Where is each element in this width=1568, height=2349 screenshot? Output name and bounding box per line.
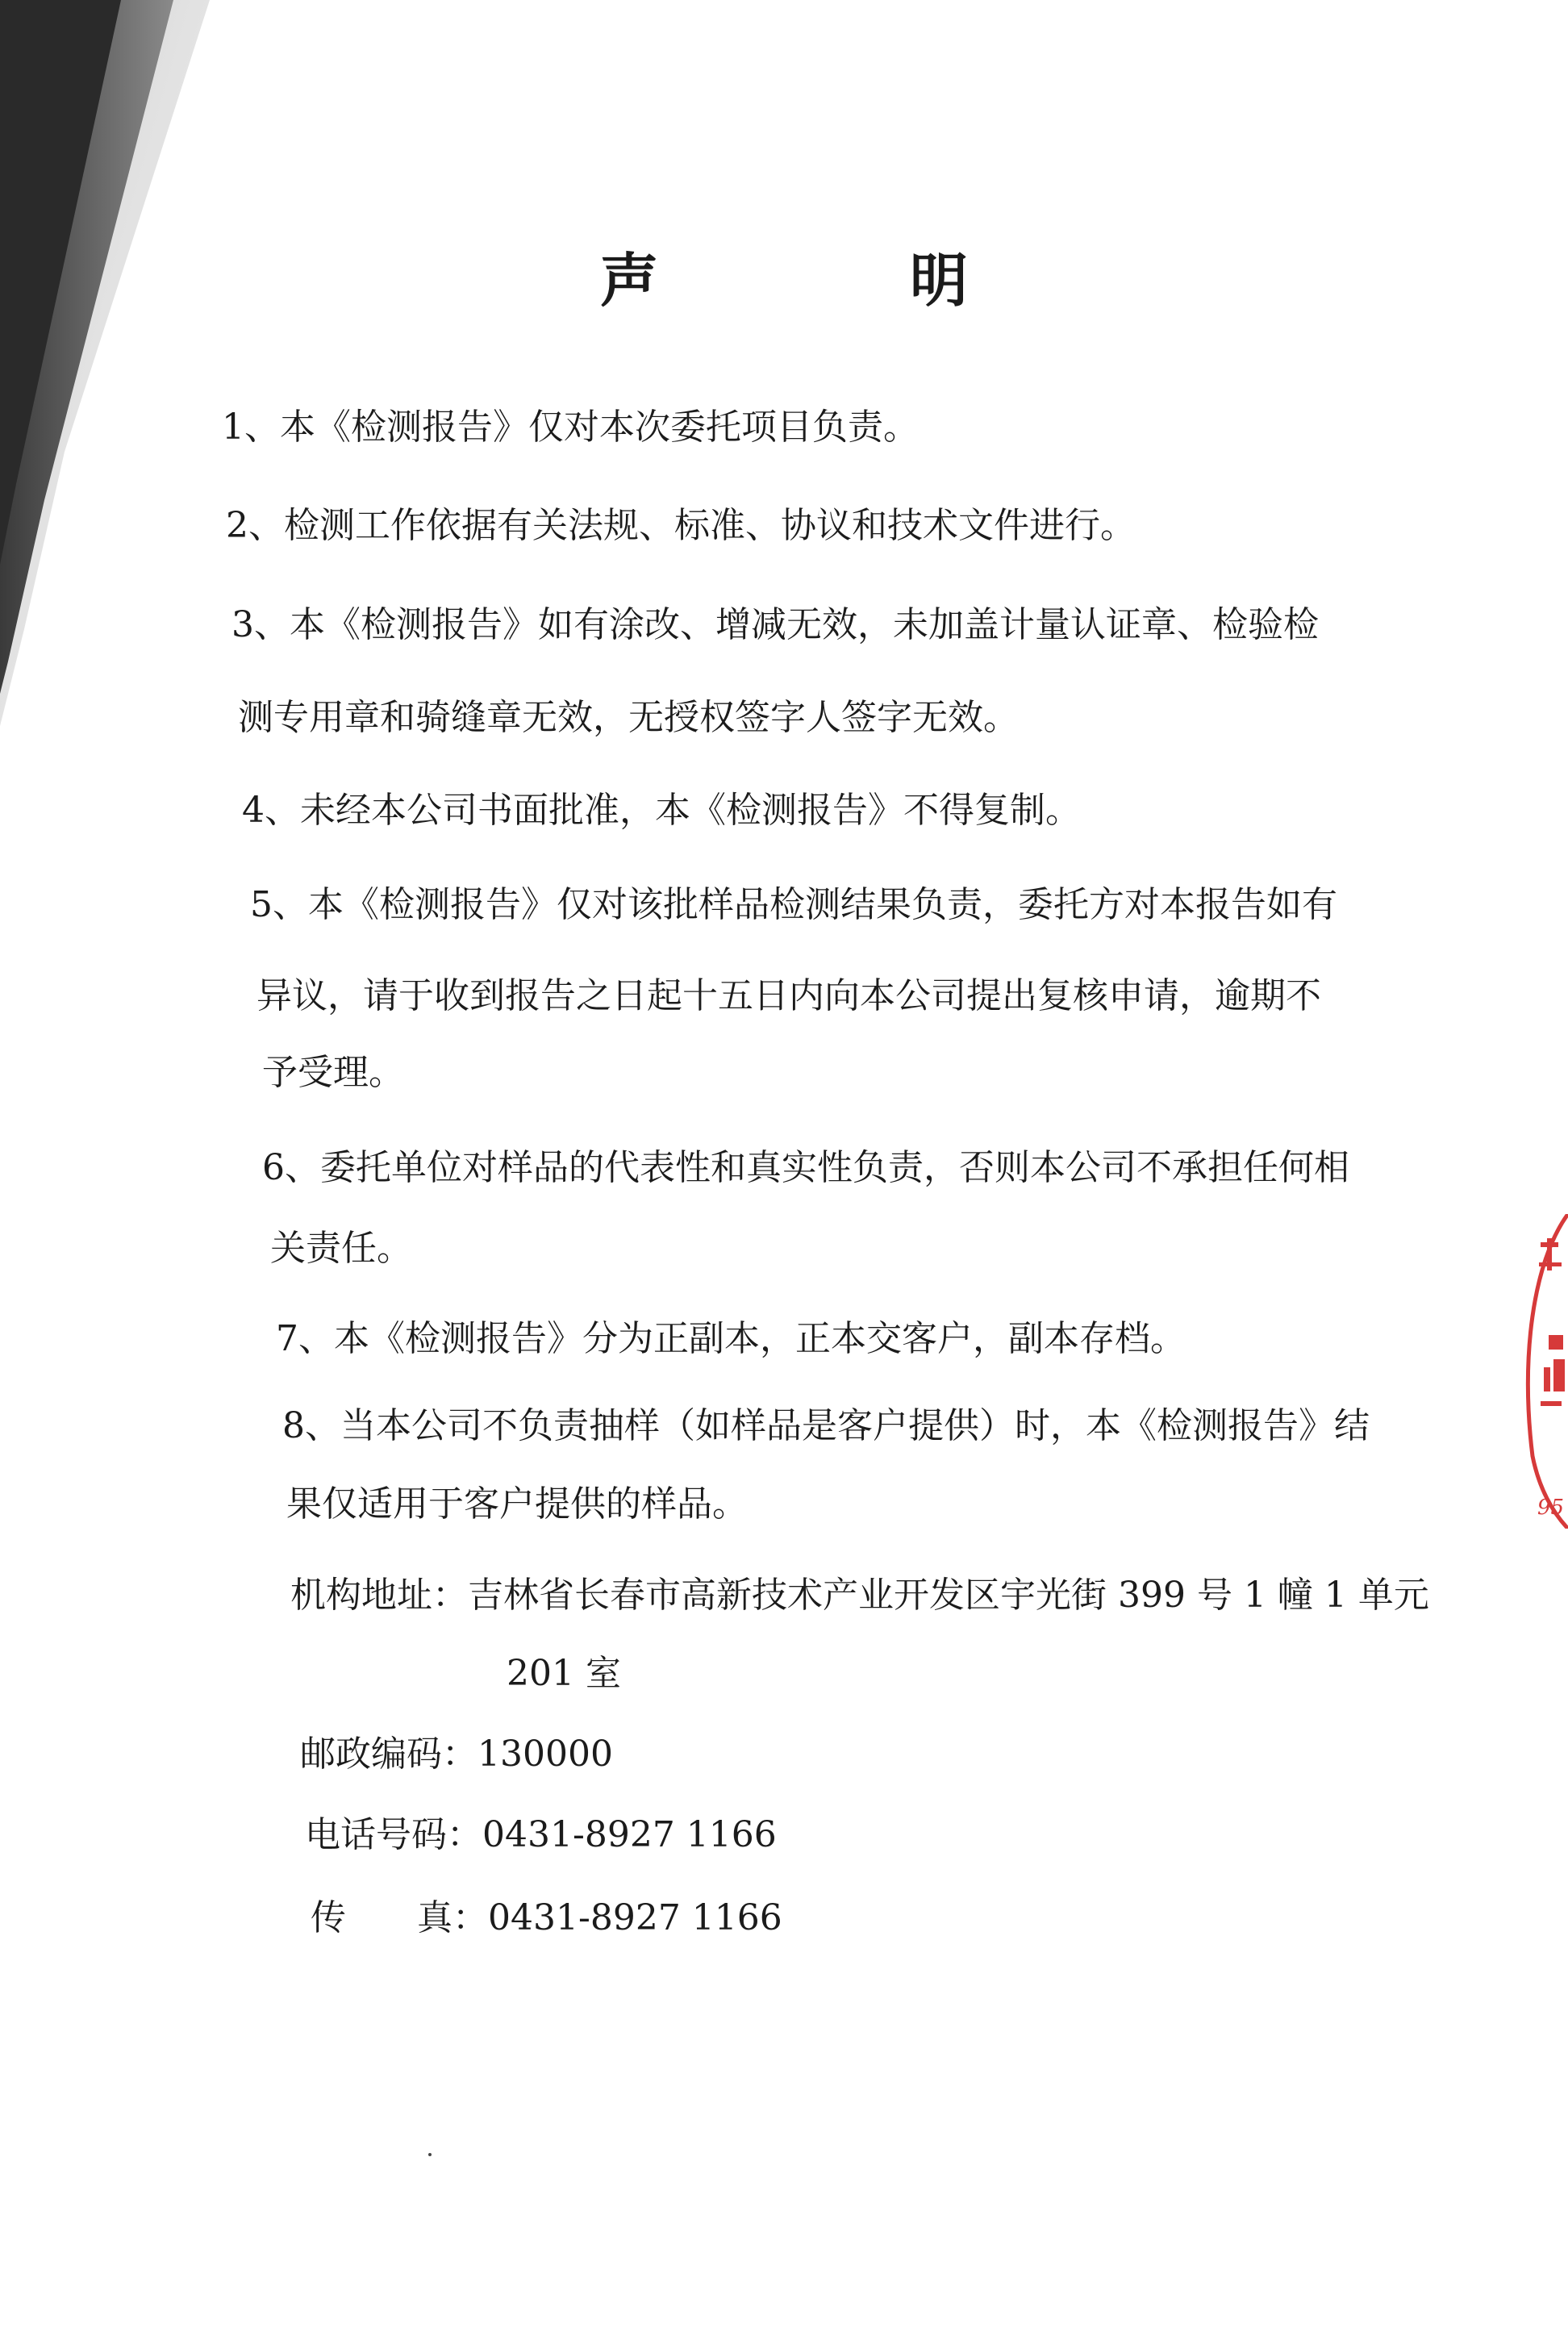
statement-3-line-2: 测专用章和骑缝章无效，无授权签字人签字无效。 bbox=[238, 697, 1019, 738]
phone-row bbox=[305, 1811, 777, 1859]
svg-text:95: 95 bbox=[1537, 1496, 1565, 1520]
page-title: 声 明 bbox=[599, 247, 1065, 315]
statement-5-line-3: 予受理。 bbox=[262, 1052, 404, 1093]
statement-6-line-2: 关责任。 bbox=[270, 1228, 412, 1269]
address-value-line-1: 吉林省长春市高新技术产业开发区宇光街 399 号 1 幢 1 单元 bbox=[468, 1575, 1429, 1616]
address-label: 机构地址： bbox=[290, 1575, 468, 1616]
statement-8-line-1: 8、当本公司不负责抽样（如样品是客户提供）时，本《检测报告》结 bbox=[282, 1405, 1370, 1446]
statement-8-line-2: 果仅适用于客户提供的样品。 bbox=[286, 1483, 748, 1525]
statement-2-line-1: 2、检测工作依据有关法规、标准、协议和技术文件进行。 bbox=[226, 505, 1136, 546]
phone-value: 0431-8927 1166 bbox=[482, 1814, 777, 1855]
statement-6-line-1: 6、委托单位对样品的代表性和真实性负责，否则本公司不承担任何相 bbox=[262, 1147, 1349, 1188]
fax-row bbox=[311, 1894, 782, 1942]
statement-1-line-1: 1、本《检测报告》仅对本次委托项目负责。 bbox=[222, 407, 919, 448]
postcode-value: 130000 bbox=[477, 1734, 613, 1775]
statement-5-line-1: 5、本《检测报告》仅对该批样品检测结果负责，委托方对本报告如有 bbox=[250, 884, 1337, 925]
speck bbox=[428, 2153, 432, 2156]
fax-label: 传 真： bbox=[311, 1897, 488, 1938]
postcode-row bbox=[300, 1730, 613, 1779]
phone-label: 电话号码： bbox=[305, 1814, 482, 1855]
address-value-line-2: 201 室 bbox=[507, 1653, 621, 1694]
statement-4-line-1: 4、未经本公司书面批准，本《检测报告》不得复制。 bbox=[242, 790, 1081, 831]
statement-3-line-1: 3、本《检测报告》如有涂改、增减无效，未加盖计量认证章、检验检 bbox=[231, 604, 1319, 645]
address-row bbox=[290, 1571, 1429, 1620]
statement-5-line-2: 异议，请于收到报告之日起十五日内向本公司提出复核申请，逾期不 bbox=[256, 975, 1321, 1016]
postcode-label: 邮政编码： bbox=[300, 1734, 477, 1775]
statement-7-line-1: 7、本《检测报告》分为正副本，正本交客户，副本存档。 bbox=[276, 1318, 1186, 1359]
seal-stamp-fragment bbox=[1516, 1214, 1568, 1529]
fax-value: 0431-8927 1166 bbox=[488, 1897, 782, 1938]
